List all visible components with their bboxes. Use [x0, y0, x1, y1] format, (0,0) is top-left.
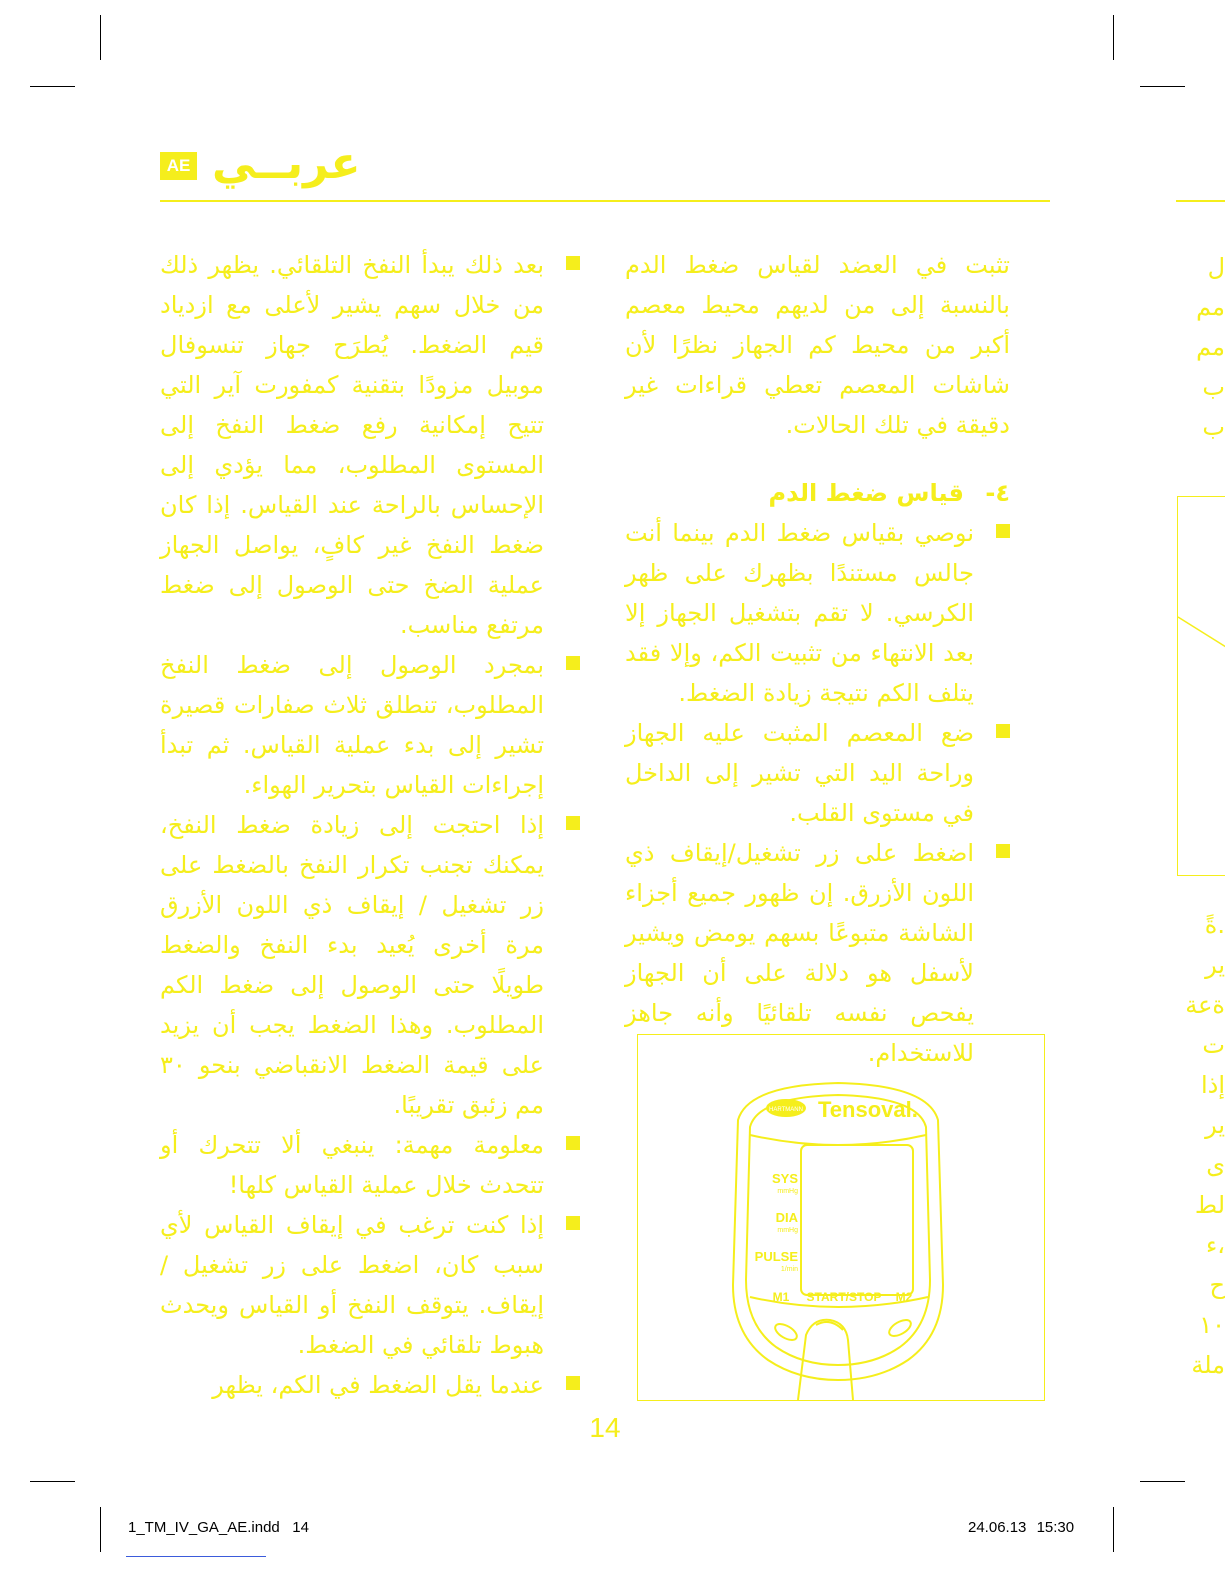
list-item: إذا احتجت إلى زيادة ضغط النفخ، يمكنك تجنب تكرار النفخ بالضغط على زر تشغيل / إيقاف ذي اللون الأزرق مرة أخرى يُعيد بدء النفخ والضغط طويلًا حتى الوصول إلى ضغط الكم المطلوب. وهذا الضغط يجب أن يزيد على قيمة الضغط الانقباضي بنحو ٣٠ مم زئبق تقريبًا.	[160, 805, 580, 1125]
page-title: عربــي	[212, 138, 361, 189]
adjacent-page-line: إذا	[1200, 1071, 1225, 1099]
adjacent-page-divider	[1176, 200, 1225, 202]
start-stop-button-label: START/STOP	[806, 1290, 882, 1304]
list-item: بمجرد الوصول إلى ضغط النفخ المطلوب، تنطلق ثلاث صفارات قصيرة تشير إلى بدء عملية القياس. ثم تبدأ إجراءات القياس بتحرير الهواء.	[160, 645, 580, 805]
language-badge: AE	[160, 152, 197, 180]
crop-mark	[1140, 86, 1185, 87]
column-first	[625, 245, 1010, 1073]
adjacent-page-line: ير	[1205, 1111, 1225, 1139]
adjacent-page-line: ب	[1202, 413, 1225, 441]
adjacent-page-line: ير	[1205, 951, 1225, 979]
footer-link-underline	[126, 1556, 266, 1557]
pulse-label: PULSE	[754, 1249, 798, 1264]
crop-mark	[1113, 1507, 1114, 1552]
list-item: معلومة مهمة: ينبغي ألا تتحرك أو تتحدث خلال عملية القياس كلها!	[160, 1125, 580, 1205]
adjacent-page-line: ،ء	[1205, 1231, 1225, 1259]
dia-label: DIA	[775, 1210, 798, 1225]
crop-mark	[100, 15, 101, 60]
adjacent-page-line: مم	[1196, 333, 1225, 361]
adjacent-page-line: ح	[1209, 1271, 1225, 1299]
crop-mark	[30, 86, 75, 87]
page-number: 14	[589, 1412, 621, 1443]
footer-timestamp	[968, 1519, 1074, 1536]
dia-unit: mmHg	[777, 1227, 798, 1234]
section-heading	[625, 473, 1010, 513]
intro-paragraph: تثبت في العضد لقياس ضغط الدم بالنسبة إلى من لديهم محيط معصم أكبر من محيط كم الجهاز نظرًا لأن شاشات المعصم تعطي قراءات غير دقيقة في تلك الحالات.	[625, 251, 1010, 439]
adjacent-page-line: ل	[1207, 253, 1225, 281]
adjacent-page-text-lower	[1168, 905, 1225, 1385]
blood-pressure-monitor-illustration	[638, 1035, 1044, 1400]
brand-name: Tensoval.	[818, 1097, 918, 1122]
section-number: ٤-	[985, 479, 1010, 507]
adjacent-page-diagonal	[1178, 497, 1225, 875]
adjacent-page-line: ةعة	[1185, 991, 1225, 1019]
pulse-unit: 1/min	[780, 1266, 798, 1273]
crop-mark	[30, 1481, 75, 1482]
section-title: قياس ضغط الدم	[768, 479, 964, 507]
list-item: ضع المعصم المثبت عليه الجهاز وراحة اليد التي تشير إلى الداخل في مستوى القلب.	[625, 713, 1010, 833]
header-divider	[160, 200, 1050, 202]
list-item: نوصي بقياس ضغط الدم بينما أنت جالس مستندًا بظهرك على ظهر الكرسي. لا تقم بتشغيل الجهاز إلا بعد الانتهاء من تثبيت الكم، وإلا فقد يتلف الكم نتيجة زيادة الضغط.	[625, 513, 1010, 713]
adjacent-page-line: مم	[1196, 293, 1225, 321]
adjacent-page-line: ت	[1202, 1031, 1225, 1059]
adjacent-page-line: .ةً	[1204, 911, 1225, 939]
adjacent-page-box	[1177, 496, 1225, 876]
footer-time: 15:30	[1036, 1519, 1075, 1536]
adjacent-page-line: ملة	[1191, 1351, 1225, 1379]
adjacent-page-text	[1168, 245, 1225, 447]
adjacent-page-line: ى	[1206, 1151, 1225, 1179]
crop-mark	[1140, 1481, 1185, 1482]
list-item: بعد ذلك يبدأ النفخ التلقائي. يظهر ذلك من خلال سهم يشير لأعلى مع ازدياد قيم الضغط. يُطرَح جهاز تنسوفال موبيل مزودًا بتقنية كمفورت آير التي تتيح إمكانية رفع ضغط النفخ إلى المستوى المطلوب، مما يؤدي إلى الإحساس بالراحة عند القياس. إذا كان ضغط النفخ غير كافٍ، يواصل الجهاز عملية الضخ حتى الوصول إلى ضغط مرتفع مناسب.	[160, 245, 580, 645]
m1-button-label: M1	[772, 1290, 790, 1304]
footer-file-name: 1_TM_IV_GA_AE.indd 14	[128, 1519, 309, 1536]
list-item: اضغط على زر تشغيل/إيقاف ذي اللون الأزرق. إن ظهور جميع أجزاء الشاشة متبوعًا بسهم يومض ويشير لأسفل هو دلالة على أن الجهاز يفحص نفسه تلقائيًا وأنه جاهز للاستخدام.	[625, 833, 1010, 1073]
crop-mark	[1113, 15, 1114, 60]
sys-label: SYS	[771, 1171, 798, 1186]
column-second	[160, 245, 580, 1405]
m2-button-label: M2	[895, 1290, 913, 1304]
sys-unit: mmHg	[777, 1188, 798, 1195]
brand-badge-text: HARTMANN	[769, 1107, 803, 1113]
adjacent-page-line: ب	[1202, 373, 1225, 401]
list-item: إذا كنت ترغب في إيقاف القياس لأي سبب كان، اضغط على زر تشغيل / إيقاف. يتوقف النفخ أو القياس ويحدث هبوط تلقائي في الضغط.	[160, 1205, 580, 1365]
list-item: عندما يقل الضغط في الكم، يظهر	[160, 1365, 580, 1405]
adjacent-page-line: ١٠	[1199, 1311, 1225, 1339]
adjacent-page-line: لط	[1194, 1191, 1225, 1219]
crop-mark	[100, 1507, 101, 1552]
footer-date: 24.06.13	[968, 1519, 1027, 1536]
device-illustration-frame	[637, 1034, 1045, 1401]
